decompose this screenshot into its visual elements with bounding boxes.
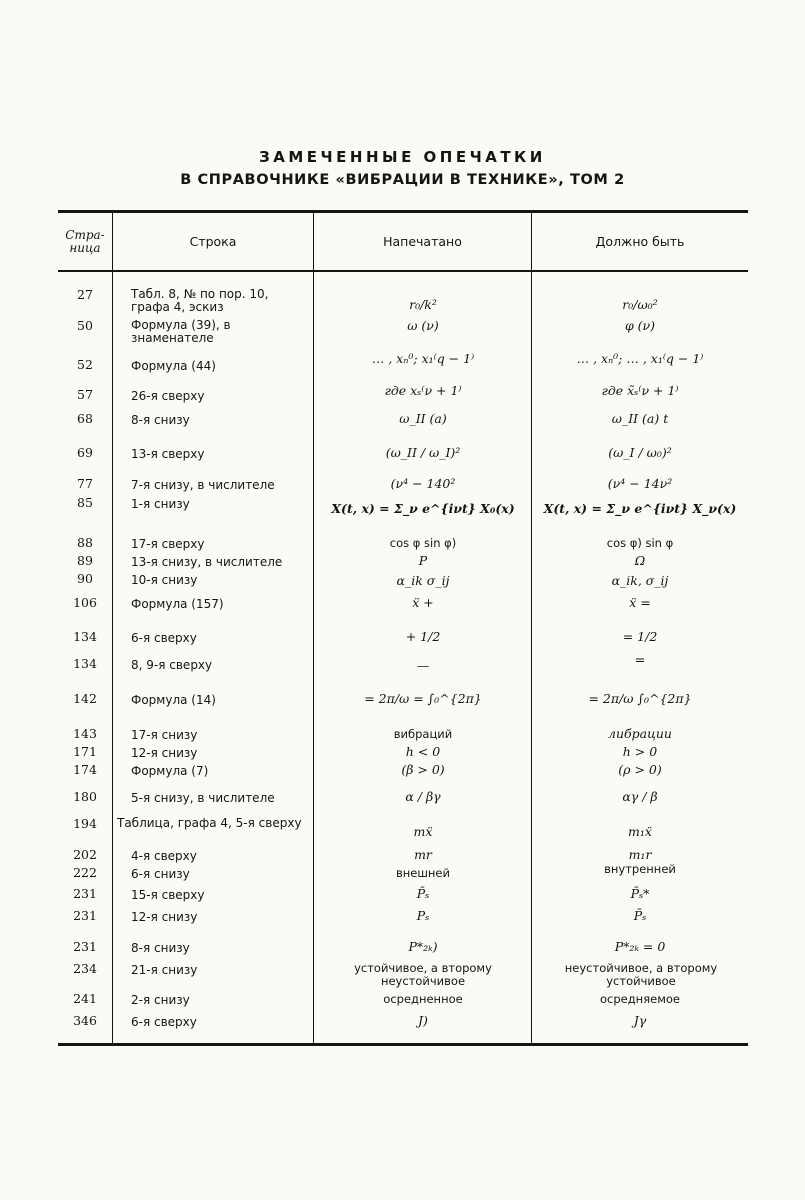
row-page: 202 bbox=[73, 847, 97, 862]
page-subtitle: В СПРАВОЧНИКЕ «ВИБРАЦИИ В ТЕХНИКЕ», ТОМ 2 bbox=[180, 172, 625, 188]
row-page: 134 bbox=[73, 629, 97, 644]
row-printed: h < 0 bbox=[405, 744, 441, 759]
row-should: Ω bbox=[634, 553, 646, 568]
row-line: Формула (39), в знаменателе bbox=[131, 318, 231, 345]
row-printed: ω_II (a) bbox=[399, 411, 447, 426]
row-should: X(t, x) = Σ_ν e^{iνt} X_ν(x) bbox=[543, 501, 737, 516]
row-printed: … , xₙ⁰; x₁⁽q − 1⁾ bbox=[371, 351, 475, 366]
row-printed: ω (ν) bbox=[407, 318, 439, 333]
header-line: Строка bbox=[189, 234, 237, 249]
row-printed: J) bbox=[418, 1013, 428, 1028]
row-should: (ν⁴ − 14ν² bbox=[607, 476, 673, 491]
row-page: 194 bbox=[73, 816, 97, 831]
row-printed: осредненное bbox=[383, 992, 463, 1006]
row-should: осредняемое bbox=[600, 992, 680, 1006]
row-should: P̄ₛ* bbox=[630, 886, 650, 901]
row-page: 52 bbox=[77, 357, 93, 372]
row-page: 222 bbox=[73, 865, 97, 880]
row-page: 143 bbox=[73, 726, 97, 741]
row-page: 27 bbox=[77, 287, 93, 302]
row-should: Jγ bbox=[633, 1013, 647, 1028]
row-should: cos φ) sin φ bbox=[606, 536, 674, 550]
row-should: (ρ > 0) bbox=[618, 762, 662, 777]
row-should: = bbox=[634, 652, 646, 667]
row-printed: mr bbox=[414, 847, 432, 862]
row-page: 142 bbox=[73, 691, 97, 706]
column-divider bbox=[313, 210, 314, 1043]
row-page: 69 bbox=[77, 445, 93, 460]
header-page bbox=[58, 213, 112, 270]
row-page: 231 bbox=[73, 939, 97, 954]
header-printed: Напечатано bbox=[383, 234, 462, 249]
row-line: Табл. 8, № по пор. 10, графа 4, эскиз bbox=[131, 287, 269, 314]
row-page: 134 bbox=[73, 656, 97, 671]
row-page: 346 bbox=[73, 1013, 97, 1028]
row-page: 241 bbox=[73, 991, 97, 1006]
column-divider bbox=[112, 210, 113, 1043]
row-page: 50 bbox=[77, 318, 93, 333]
row-line: 12-я снизу bbox=[131, 746, 198, 760]
row-printed: Pₛ bbox=[416, 908, 430, 923]
column-divider bbox=[531, 210, 532, 1043]
row-should: ẍ = bbox=[629, 595, 651, 610]
row-should: P*₂ₖ = 0 bbox=[614, 939, 666, 954]
row-line: 6-я сверху bbox=[131, 631, 197, 645]
row-printed: где xₛ⁽ν + 1⁾ bbox=[384, 383, 462, 398]
row-printed: r₀/k² bbox=[409, 297, 437, 312]
row-page: 231 bbox=[73, 886, 97, 901]
row-should: αγ / β bbox=[622, 789, 658, 804]
row-should: P̄ₛ bbox=[633, 908, 647, 923]
row-line: Формула (14) bbox=[131, 693, 216, 707]
row-line: 4-я сверху bbox=[131, 849, 197, 863]
row-should: ω_II (a) t bbox=[611, 411, 669, 426]
row-should: … , xₙ⁰; … , x₁⁽q − 1⁾ bbox=[576, 351, 704, 366]
row-line: 6-я снизу bbox=[131, 867, 190, 881]
row-should: = 2π/ω ∫₀^{2π} bbox=[588, 691, 692, 706]
row-printed: cos φ sin φ) bbox=[389, 536, 457, 550]
row-line: 8-я снизу bbox=[131, 413, 190, 427]
row-page: 89 bbox=[77, 553, 93, 568]
header-should-be: Должно быть bbox=[595, 234, 685, 249]
row-line: 1-я снизу bbox=[131, 497, 190, 511]
row-page: 77 bbox=[77, 476, 93, 491]
row-should: где x̃ₛ⁽ν + 1⁾ bbox=[601, 383, 679, 398]
row-line: 12-я снизу bbox=[131, 910, 198, 924]
row-should: α_ik, σ_ij bbox=[611, 573, 669, 588]
row-printed: α / βγ bbox=[405, 789, 441, 804]
row-printed: P bbox=[418, 553, 428, 568]
row-printed: (ν⁴ − 140² bbox=[390, 476, 456, 491]
row-printed: X(t, x) = Σ_ν e^{iνt} X₀(x) bbox=[331, 501, 515, 516]
row-line: 6-я сверху bbox=[131, 1015, 197, 1029]
row-page: 180 bbox=[73, 789, 97, 804]
page-title: ЗАМЕЧЕННЫЕ ОПЕЧАТКИ bbox=[259, 148, 546, 166]
row-line: 21-я снизу bbox=[131, 963, 198, 977]
row-page: 174 bbox=[73, 762, 97, 777]
row-line: 8-я снизу bbox=[131, 941, 190, 955]
row-should: внутренней bbox=[604, 862, 676, 876]
row-printed: устойчивое, а второму неустойчивое bbox=[354, 961, 492, 988]
row-line: 15-я сверху bbox=[131, 888, 205, 902]
header-rule bbox=[58, 270, 748, 272]
row-page: 68 bbox=[77, 411, 93, 426]
header-page-top: Стра- bbox=[65, 227, 105, 242]
row-line: Формула (157) bbox=[131, 597, 224, 611]
row-should: m₁r bbox=[628, 847, 652, 862]
row-line: Формула (7) bbox=[131, 764, 209, 778]
row-page: 231 bbox=[73, 908, 97, 923]
row-printed: (ω_II / ω_I)² bbox=[385, 445, 461, 460]
row-line: 2-я снизу bbox=[131, 993, 190, 1007]
row-page: 234 bbox=[73, 961, 97, 976]
row-printed: (β > 0) bbox=[401, 762, 445, 777]
row-page: 171 bbox=[73, 744, 97, 759]
row-line: 8, 9-я сверху bbox=[131, 658, 213, 672]
row-should: h > 0 bbox=[622, 744, 658, 759]
row-line: 5-я снизу, в числителе bbox=[131, 791, 275, 805]
row-printed: ẍ + bbox=[412, 595, 434, 610]
row-should: = 1/2 bbox=[622, 629, 658, 644]
row-should: либрации bbox=[608, 726, 672, 741]
row-should: неустойчивое, а второму устойчивое bbox=[564, 961, 718, 988]
row-line: Таблица, графа 4, 5-я сверху bbox=[117, 816, 302, 830]
row-printed: вибраций bbox=[393, 727, 453, 741]
row-line: Формула (44) bbox=[131, 359, 216, 373]
row-printed: P*₂ₖ) bbox=[408, 939, 438, 954]
row-line: 10-я снизу bbox=[131, 573, 198, 587]
row-should: φ (ν) bbox=[624, 318, 656, 333]
row-should: (ω_I / ω₀)² bbox=[608, 445, 672, 460]
row-page: 85 bbox=[77, 495, 93, 510]
row-printed: + 1/2 bbox=[405, 629, 441, 644]
header-page-bottom: ница bbox=[69, 240, 101, 255]
row-line: 7-я снизу, в числителе bbox=[131, 478, 275, 492]
row-page: 90 bbox=[77, 571, 93, 586]
row-line: 17-я снизу bbox=[131, 728, 198, 742]
row-line: 17-я сверху bbox=[131, 537, 205, 551]
row-line: 13-я снизу, в числителе bbox=[131, 555, 283, 569]
row-printed: — bbox=[416, 658, 430, 673]
row-line: 26-я сверху bbox=[131, 389, 205, 403]
row-should: m₁ẍ bbox=[628, 824, 652, 839]
table-bottom-rule bbox=[58, 1043, 748, 1046]
row-printed: mẍ bbox=[413, 824, 433, 839]
row-line: 13-я сверху bbox=[131, 447, 205, 461]
row-printed: = 2π/ω = ∫₀^{2π} bbox=[364, 691, 482, 706]
row-page: 88 bbox=[77, 535, 93, 550]
row-printed: P̄ₛ bbox=[416, 886, 430, 901]
row-page: 106 bbox=[73, 595, 97, 610]
row-printed: внешней bbox=[396, 866, 450, 880]
row-page: 57 bbox=[77, 387, 93, 402]
row-printed: α_ik σ_ij bbox=[396, 573, 450, 588]
row-should: r₀/ω₀² bbox=[622, 297, 658, 312]
